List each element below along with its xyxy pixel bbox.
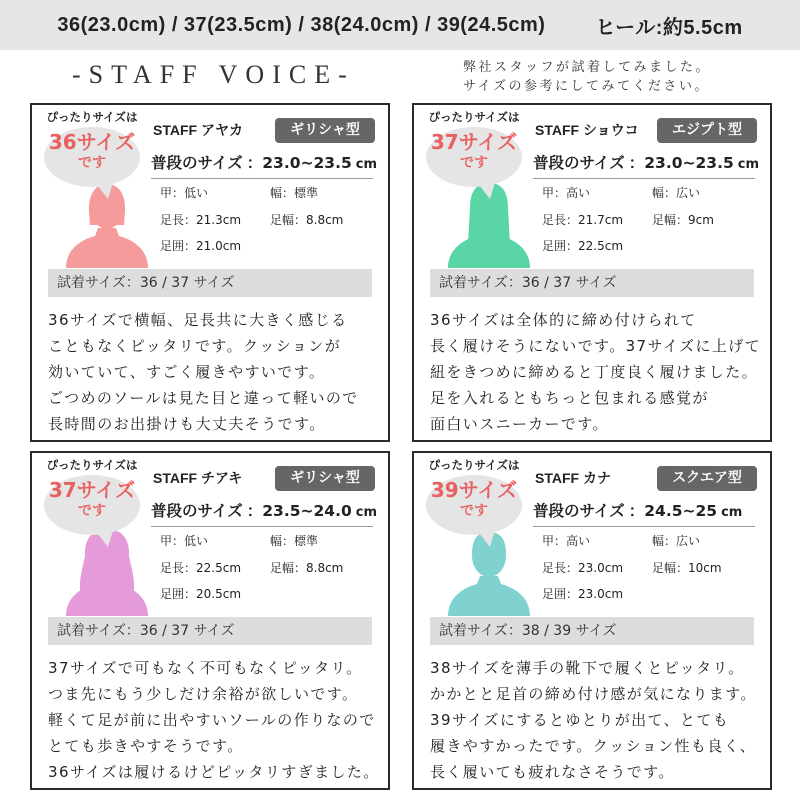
foot-width-detail: 足幅：9cm [652,213,714,227]
instep-detail: 甲：低い [160,534,209,548]
usual-size-label: 普段のサイズ [151,502,243,520]
usual-size-value: ：24.5~25 [628,502,718,520]
size-list: 36(23.0cm) / 37(23.5cm) / 38(24.0cm) / 39(24.5cm) [57,13,546,36]
staff-name: STAFF ショウコ [535,122,639,138]
comment-line: 効いていて、すごく履きやすいです。 [48,363,326,381]
bubble-end-text: です [460,155,488,171]
note-line: サイズの参考にしてみてください。 [463,79,710,94]
bubble-lead-text: ぴったりサイズは [428,110,520,124]
usual-size-unit: cm [737,157,760,172]
foot-type-badge: スクエア型 [657,466,757,491]
staff-comment [48,655,380,785]
usual-size-value: ：23.5~24.0 [246,502,352,520]
usual-size-unit: cm [721,505,743,520]
note-line: 弊社スタッフが試着してみました。 [463,60,712,75]
staff-card-3 [30,451,390,790]
fit-size: 39サイズ [430,478,518,502]
foot-type-badge: ギリシャ型 [275,466,375,491]
comment-line: 36サイズは履けるけどピッタリすぎました。 [48,763,380,781]
comment-line: 長く履いても疲れなさそうです。 [430,763,675,781]
heel-height: ヒール:約5.5cm [595,16,743,39]
foot-width-detail: 足幅：8.8cm [270,561,344,575]
foot-length-detail: 足長：23.0cm [542,561,624,575]
bubble-lead-text: ぴったりサイズは [46,458,138,472]
usual-size-label: 普段のサイズ [151,154,243,172]
staff-comment [430,307,761,437]
bubble-lead-text: ぴったりサイズは [428,458,520,472]
size-header-bar [0,0,800,50]
trial-size-band: 試着サイズ：36 / 37 サイズ [430,269,754,297]
usual-size [533,152,760,179]
width-detail: 幅：広い [652,186,701,200]
comment-line: 面白いスニーカーです。 [430,415,609,433]
comment-line: かかとと足首の締め付け感が気になります。 [430,685,757,703]
comment-line: とても歩きやすそうです。 [48,737,244,755]
instep-detail: 甲：高い [542,534,591,548]
width-detail: 幅：広い [652,534,701,548]
foot-width-detail: 足幅：10cm [652,561,722,575]
bubble-end-text: です [460,503,488,519]
usual-size-value: ：23.0~23.5 [628,154,734,172]
staff-name: STAFF チアキ [153,470,243,486]
comment-line: ごつめのソールは見た目と違って軽いので [48,389,359,407]
staff-comment [48,307,359,437]
comment-line: 紐をきつめに締めると丁度良く履けました。 [430,363,759,381]
instep-detail: 甲：高い [542,186,591,200]
foot-length-detail: 足長：21.7cm [542,213,624,227]
comment-line: 39サイズにするとゆとりが出て、とても [430,711,730,729]
comment-line: 足を入れるともちっと包まれる感覚が [430,389,709,407]
comment-line: 38サイズを薄手の靴下で履くとピッタリ。 [430,659,745,677]
width-detail: 幅：標準 [270,534,319,548]
staff-card-1 [30,103,390,442]
comment-line: こともなくピッタリです。クッションが [48,337,342,355]
staff-card-2 [412,103,772,442]
comment-line: 長く履けそうにないです。37サイズに上げて [430,337,762,355]
staff-comment [430,655,757,785]
foot-type-badge: ギリシャ型 [275,118,375,143]
fit-size: 36サイズ [48,130,136,154]
comment-line: 37サイズで可もなく不可もなくピッタリ。 [48,659,363,677]
foot-length-detail: 足長：22.5cm [160,561,242,575]
usual-size-unit: cm [355,157,378,172]
comment-line: 履きやすかったです。クッション性も良く、 [430,737,757,755]
foot-length-detail: 足長：21.3cm [160,213,242,227]
comment-line: 長時間のお出掛けも大丈夫そうです。 [48,415,326,433]
usual-size-label: 普段のサイズ [533,154,625,172]
bubble-lead-text: ぴったりサイズは [46,110,138,124]
staff-name: STAFF アヤカ [153,122,243,138]
comment-line: つま先にもう少しだけ余裕が欲しいです。 [48,685,359,703]
foot-girth-detail: 足囲：22.5cm [542,239,624,253]
staff-card-4 [412,451,772,790]
comment-line: 36サイズは全体的に締め付けられて [430,311,697,329]
instep-detail: 甲：低い [160,186,209,200]
fit-size: 37サイズ [430,130,518,154]
usual-size-unit: cm [355,505,378,520]
foot-type-badge: エジプト型 [657,118,757,143]
foot-girth-detail: 足囲：23.0cm [542,587,624,601]
bubble-end-text: です [78,155,106,171]
usual-size-label: 普段のサイズ [533,502,625,520]
foot-girth-detail: 足囲：21.0cm [160,239,242,253]
comment-line: 軽くて足が前に出やすいソールの作りなので [48,711,376,729]
fit-size: 37サイズ [48,478,136,502]
usual-size [533,500,755,527]
usual-size-value: ：23.0~23.5 [246,154,352,172]
comment-line: 36サイズで横幅、足長共に大きく感じる [48,311,348,329]
trial-size-band: 試着サイズ：36 / 37 サイズ [48,269,372,297]
staff-name: STAFF カナ [535,470,611,486]
bubble-end-text: です [78,503,106,519]
trial-size-band: 試着サイズ：36 / 37 サイズ [48,617,372,645]
staff-voice-note [463,58,711,96]
usual-size [151,500,378,527]
usual-size [151,152,378,179]
width-detail: 幅：標準 [270,186,319,200]
foot-width-detail: 足幅：8.8cm [270,213,344,227]
staff-voice-title: -STAFF VOICE- [72,60,355,89]
trial-size-band: 試着サイズ：38 / 39 サイズ [430,617,754,645]
foot-girth-detail: 足囲：20.5cm [160,587,242,601]
